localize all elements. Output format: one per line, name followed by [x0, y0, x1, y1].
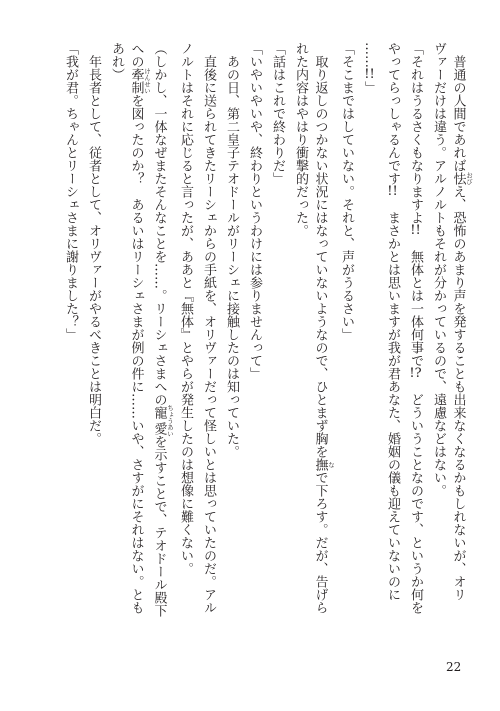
text-segment: への — [128, 42, 144, 68]
text-line-4: やってらっしゃるんです!! まさかとは思いますが我が君あなた、婚姻の儀も迎えていないのに — [385, 42, 400, 601]
ruby-annotation — [128, 68, 151, 94]
text-line-16: あれ） — [109, 42, 124, 81]
ruby-base: 撫 — [312, 458, 328, 471]
text-line-3: 「それはうるさくもなりますよ!! 無体とは一体何事で!? どういうことなのです、というか何を — [408, 42, 423, 614]
text-line-2: ヴァーだけは違う。アルノルトもそれが分かっているので、遠慮などはない。 — [431, 42, 446, 497]
ruby-text: おび — [465, 172, 473, 185]
text-line-1 — [450, 42, 473, 642]
text-line-17: 年長者として、従者として、オリヴァーがやるべきことは明白だ。 — [86, 55, 101, 445]
ruby-annotation — [312, 458, 335, 471]
text-line-7 — [312, 42, 335, 642]
text-segment: 普通の人間であれば — [450, 55, 466, 172]
text-line-6: 「そこまではしていない。それと、声がうるさい」 — [339, 42, 354, 341]
ruby-text: な — [327, 458, 335, 471]
text-line-5: ……!!」 — [362, 42, 377, 94]
text-segment: で下ろす。だが、告げら — [312, 471, 328, 614]
ruby-annotation — [450, 172, 473, 185]
text-line-12: 直後に送られてきたリーシェからの手紙を、オリヴァーだって怪しいとは思っていたのだ。アル — [201, 55, 216, 614]
tate-chu-yoko-mark: !! — [387, 185, 398, 198]
ruby-base: 牽制 — [128, 68, 144, 94]
text-segment: え、恐怖のあまり声を発することも出来なくなるかもしれないが、オリ — [450, 185, 466, 601]
text-line-13: ノルトはそれに応じると言ったが、ああと『無体』とやらが発生したのは想像に難くない。 — [178, 42, 193, 575]
text-segment: を示すことで、テオドール殿下 — [151, 435, 167, 618]
text-segment: （しかし、一体なぜまたそんなことを……。リーシェさまへの — [151, 42, 167, 406]
text-line-11: あの日、第二皇子テオドールがリーシェに接触したのは知っていた。 — [224, 55, 239, 458]
ruby-base: 寵愛 — [151, 404, 167, 437]
text-line-14 — [151, 42, 174, 642]
ruby-text: けんせい — [143, 68, 151, 94]
vertical-body-text — [59, 42, 473, 642]
tate-chu-yoko-mark: !! — [410, 224, 421, 237]
text-segment: を図ったのか？ あるいはリーシェさまが例の件に……いや、さすがにそれはない。とも — [128, 94, 144, 614]
page-number: 22 — [446, 660, 462, 674]
text-line-18: 「我が君。ちゃんとリーシェさまに謝りました？」 — [63, 42, 78, 341]
ruby-text: ちょうあい — [166, 404, 174, 437]
text-line-8: れた内容はやはり衝撃的だった。 — [293, 42, 308, 237]
ruby-base: 怯 — [450, 172, 466, 185]
ruby-annotation — [151, 404, 174, 437]
tate-chu-yoko-mark: !! — [364, 68, 375, 81]
text-line-9: 「話はこれで終わりだ」 — [270, 42, 285, 185]
tate-chu-yoko-mark: !? — [409, 367, 422, 380]
text-segment: 取り返しのつかない状況にはなっていないようなので、ひとまず胸を — [312, 55, 328, 458]
text-line-10: 「いやいやいや、終わりというわけには参りませんって」 — [247, 42, 262, 380]
